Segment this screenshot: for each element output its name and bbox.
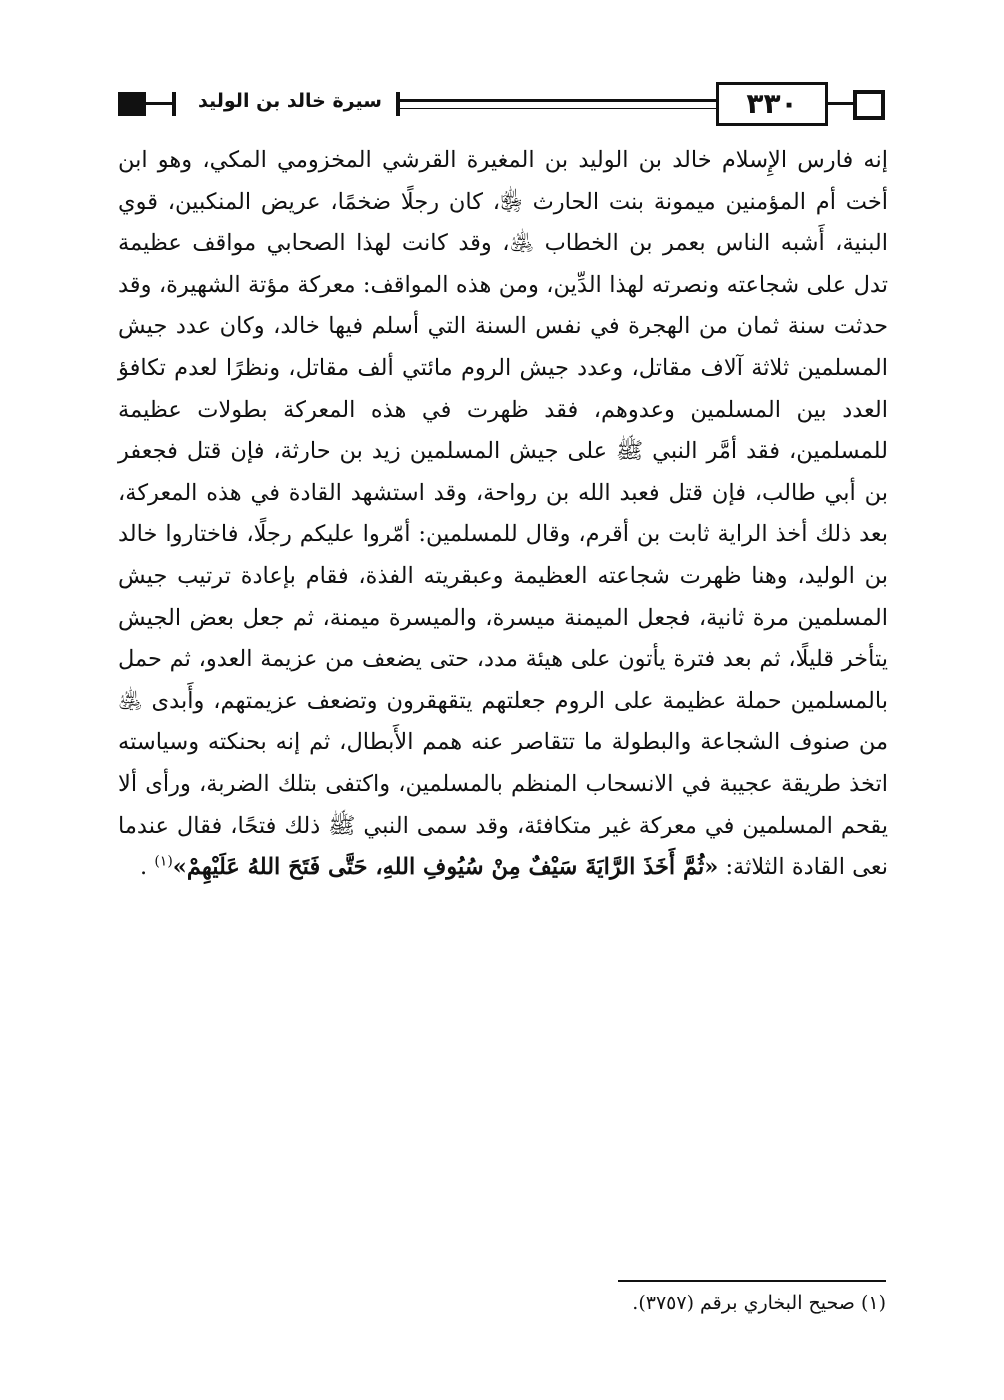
- body-paragraph: [118, 140, 888, 889]
- page-number: ٣٣٠: [746, 87, 798, 120]
- header-mid-bar: [396, 92, 400, 116]
- header-right-rule: [825, 102, 853, 105]
- footnote-separator: [618, 1280, 886, 1282]
- header-double-rule-top: [400, 99, 716, 102]
- header-left-rule: [146, 102, 172, 105]
- header-left-bar: [172, 92, 176, 116]
- paragraph-end: .: [140, 854, 148, 881]
- footnote-marker: (١): [154, 853, 173, 870]
- page-header: [0, 80, 1004, 130]
- running-title: سيرة خالد بن الوليد: [198, 90, 382, 112]
- footnote-text: (١) صحيح البخاري برقم (٣٧٥٧).: [632, 1292, 886, 1314]
- header-double-rule-bottom: [400, 108, 716, 109]
- header-right-square: [853, 90, 885, 120]
- body-text: إنه فارس الإِسلام خالد بن الوليد بن المغيرة القرشي المخزومي المكي، وهو ابن أخت أم المؤمنين ميمونة بنت الحارث ﵂، كان رجلًا ضخمًا، عريض المنكبين، قوي البنية، أَشبه الناس بعمر بن الخطاب ﵁، وقد كانت لهذا الصحابي مواقف عظيمة تدل على شجاعته ونصرته لهذا الدِّين، ومن هذه المواقف: معركة مؤتة الشهيرة، وقد حدثت سنة ثمان من الهجرة في نفس السنة التي أسلم فيها خالد، وكان عدد جيش المسلمين ثلاثة آلاف مقاتل، وعدد جيش الروم مائتي ألف مقاتل، ونظرًا لعدم تكافؤ العدد بين المسلمين وعدوهم، فقد ظهرت في هذه المعركة بطولات عظيمة للمسلمين، فقد أمَّر النبي ﷺ على جيش المسلمين زيد بن حارثة، فإن قتل فجعفر بن أبي طالب، فإن قتل فعبد الله بن رواحة، وقد استشهد القادة في هذه المعركة، بعد ذلك أخذ الراية ثابت بن أقرم، وقال للمسلمين: أمّروا عليكم رجلًا، فاختاروا خالد بن الوليد، وهنا ظهرت شجاعته العظيمة وعبقريته الفذة، فقام بإعادة ترتيب جيش المسلمين مرة ثانية، فجعل الميمنة ميسرة، والميسرة ميمنة، ثم جعل بعض الجيش يتأخر قليلًا، ثم بعد فترة يأتون على هيئة مدد، حتى يضعف من عزيمة العدو، ثم حمل بالمسلمين حملة عظيمة على الروم جعلتهم يتقهقرون وتضعف عزيمتهم، وأَبدى ﵁ من صنوف الشجاعة والبطولة ما تتقاصر عنه همم الأَبطال، ثم إنه بحنكته وسياسته اتخذ طريقة عجيبة في الانسحاب المنظم بالمسلمين، واكتفى بتلك الضربة، ورأى ألا يقحم المسلمين في معركة غير متكافئة، وقد سمى النبي ﷺ ذلك فتحًا، فقال عندما نعى القادة الثلاثة:: [118, 147, 888, 881]
- header-left-block: [118, 92, 146, 116]
- hadith-quote: «ثُمَّ أَخَذَ الرَّايَةَ سَيْفٌ مِنْ سُيُوفِ اللهِ، حَتَّى فَتَحَ اللهُ عَلَيْهِمْ»: [172, 854, 719, 881]
